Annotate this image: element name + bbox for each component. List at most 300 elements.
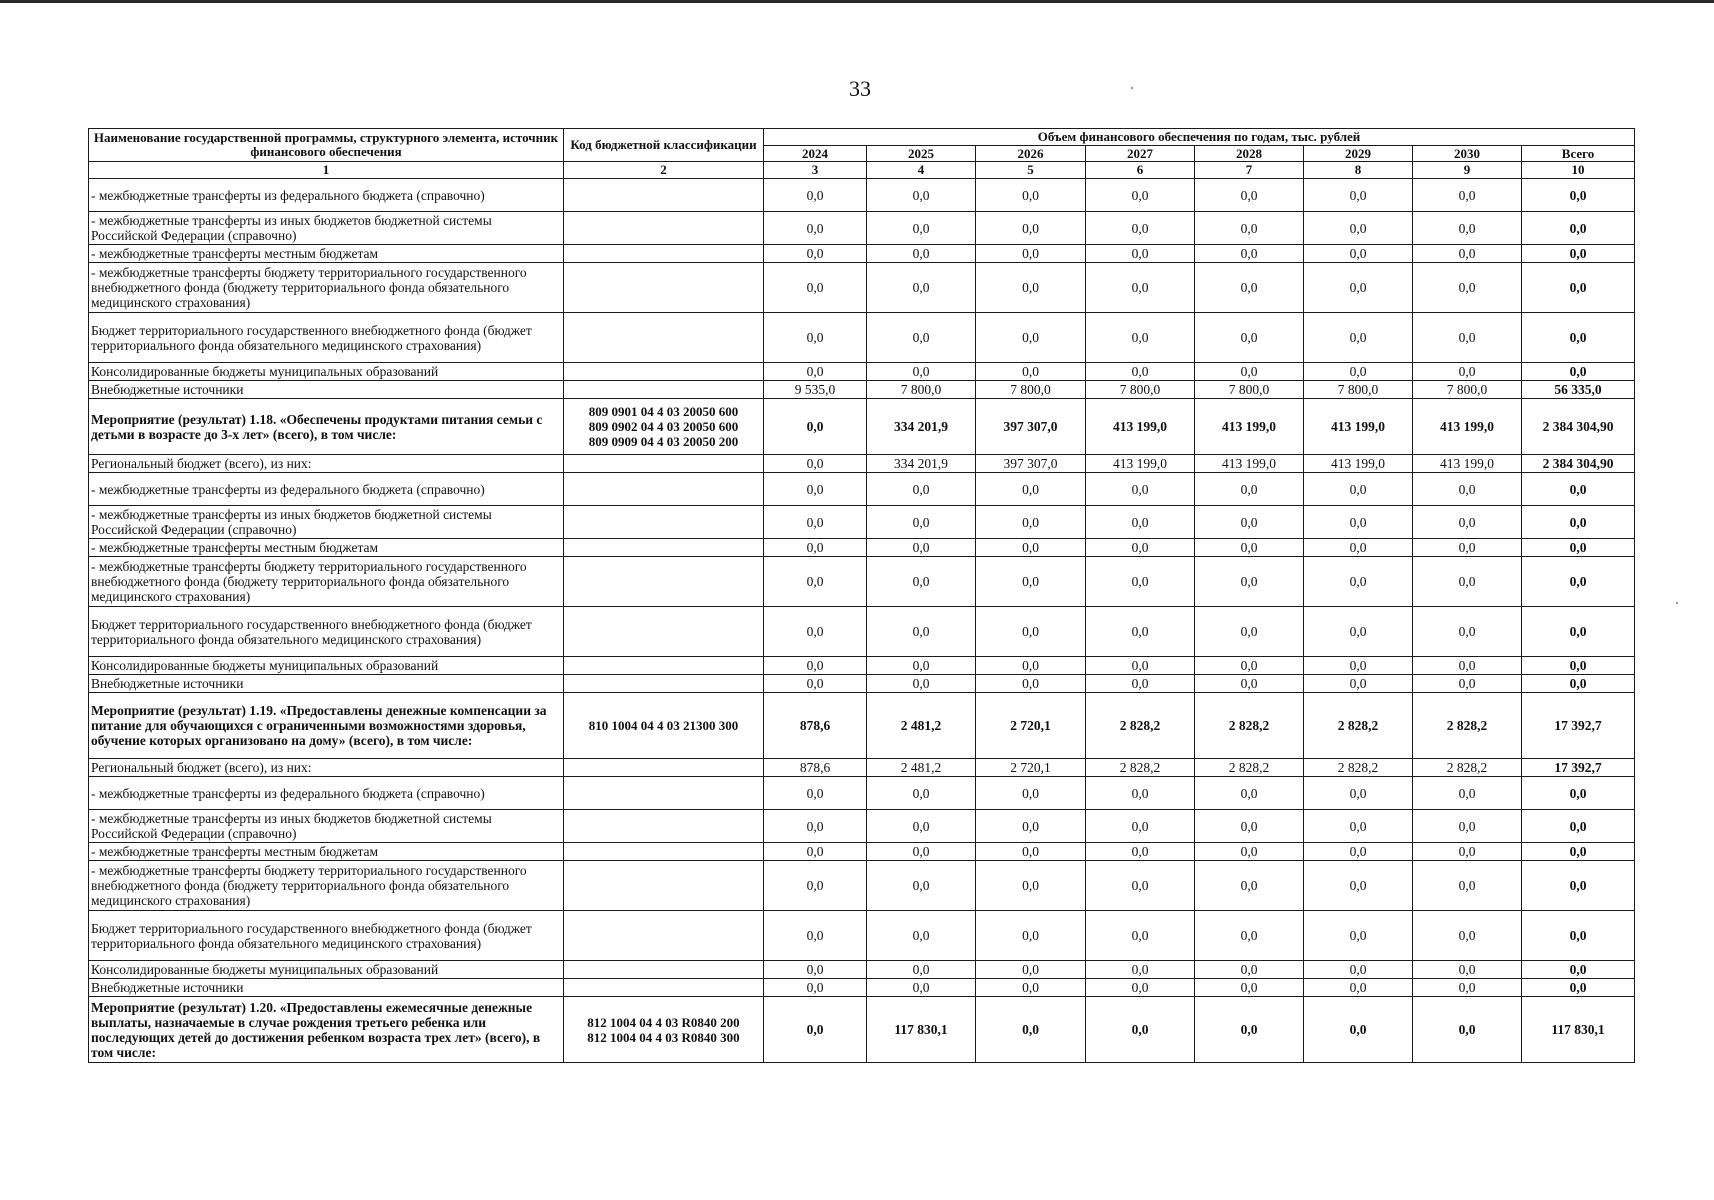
column-number: 5 [976, 162, 1086, 179]
row-total-value: 0,0 [1522, 657, 1635, 675]
row-year-value: 0,0 [764, 979, 867, 997]
row-budget-code [564, 675, 764, 693]
row-year-value: 0,0 [976, 777, 1086, 810]
row-year-value: 0,0 [976, 607, 1086, 657]
row-year-value: 2 828,2 [1413, 759, 1522, 777]
row-year-value: 0,0 [976, 179, 1086, 212]
row-year-value: 0,0 [1195, 843, 1304, 861]
row-year-value: 0,0 [1086, 557, 1195, 607]
row-year-value: 0,0 [1086, 810, 1195, 843]
table-row [89, 245, 1635, 263]
row-name: Мероприятие (результат) 1.18. «Обеспечены продуктами питания семьи с детьми в возрасте до 3-х лет» (всего), в том числе: [89, 399, 564, 455]
row-year-value: 413 199,0 [1413, 455, 1522, 473]
row-total-value: 0,0 [1522, 539, 1635, 557]
row-budget-code [564, 979, 764, 997]
row-year-value: 0,0 [867, 979, 976, 997]
row-year-value: 0,0 [1304, 263, 1413, 313]
row-name: - межбюджетные трансферты из иных бюджетов бюджетной системы Российской Федерации (справочно) [89, 506, 564, 539]
table-row [89, 911, 1635, 961]
row-year-value: 413 199,0 [1195, 455, 1304, 473]
table-row [89, 657, 1635, 675]
row-year-value: 0,0 [1195, 212, 1304, 245]
row-budget-code: 810 1004 04 4 03 21300 300 [564, 693, 764, 759]
row-year-value: 0,0 [1086, 675, 1195, 693]
row-year-value: 2 481,2 [867, 759, 976, 777]
row-total-value: 0,0 [1522, 263, 1635, 313]
table-row [89, 843, 1635, 861]
column-number: 8 [1304, 162, 1413, 179]
row-total-value: 0,0 [1522, 979, 1635, 997]
row-year-value: 0,0 [1086, 179, 1195, 212]
row-total-value: 17 392,7 [1522, 693, 1635, 759]
row-name: - межбюджетные трансферты местным бюджетам [89, 245, 564, 263]
row-year-value: 0,0 [1304, 313, 1413, 363]
table-row [89, 607, 1635, 657]
row-year-value: 0,0 [1304, 473, 1413, 506]
row-year-value: 2 828,2 [1086, 759, 1195, 777]
table-row [89, 179, 1635, 212]
row-year-value: 0,0 [976, 961, 1086, 979]
table-row [89, 313, 1635, 363]
row-year-value: 0,0 [1304, 843, 1413, 861]
row-year-value: 413 199,0 [1304, 399, 1413, 455]
row-year-value: 0,0 [1086, 363, 1195, 381]
column-number: 1 [89, 162, 564, 179]
row-year-value: 0,0 [976, 539, 1086, 557]
row-year-value: 0,0 [976, 843, 1086, 861]
row-year-value: 0,0 [1304, 861, 1413, 911]
row-year-value: 0,0 [764, 777, 867, 810]
scan-top-border [0, 0, 1714, 3]
row-name: Мероприятие (результат) 1.20. «Предоставлены ежемесячные денежные выплаты, назначаемые в случае рождения третьего ребенка или последующих детей до достижения ребенком возраста трех лет» (всего), в том числе: [89, 997, 564, 1063]
table-row [89, 759, 1635, 777]
row-year-value: 0,0 [1195, 675, 1304, 693]
row-name: - межбюджетные трансферты бюджету территориального государственного внебюджетного фонда (бюджету территориального фонда обязательного медицинского страхования) [89, 861, 564, 911]
row-year-value: 0,0 [1195, 979, 1304, 997]
row-total-value: 2 384 304,90 [1522, 455, 1635, 473]
row-year-value: 0,0 [764, 861, 867, 911]
row-year-value: 0,0 [1195, 557, 1304, 607]
row-year-value: 0,0 [867, 675, 976, 693]
row-year-value: 0,0 [764, 179, 867, 212]
row-year-value: 0,0 [976, 245, 1086, 263]
header-volume: Объем финансового обеспечения по годам, тыс. рублей [764, 129, 1635, 146]
scan-artifact-dot [1131, 87, 1133, 89]
header-total: Всего [1522, 146, 1635, 162]
row-year-value: 0,0 [1304, 212, 1413, 245]
row-year-value: 0,0 [1086, 777, 1195, 810]
row-year-value: 0,0 [1086, 961, 1195, 979]
row-year-value: 0,0 [867, 473, 976, 506]
row-year-value: 0,0 [976, 506, 1086, 539]
header-year: 2028 [1195, 146, 1304, 162]
row-year-value: 0,0 [976, 979, 1086, 997]
row-total-value: 0,0 [1522, 861, 1635, 911]
row-year-value: 7 800,0 [1413, 381, 1522, 399]
header-year: 2026 [976, 146, 1086, 162]
row-budget-code [564, 961, 764, 979]
table-row [89, 506, 1635, 539]
row-year-value: 0,0 [1195, 313, 1304, 363]
row-year-value: 0,0 [1413, 607, 1522, 657]
row-year-value: 0,0 [1413, 212, 1522, 245]
row-year-value: 0,0 [1413, 179, 1522, 212]
row-year-value: 0,0 [1086, 861, 1195, 911]
table-row [89, 979, 1635, 997]
row-year-value: 0,0 [1304, 607, 1413, 657]
row-budget-code [564, 777, 764, 810]
row-budget-code [564, 363, 764, 381]
row-year-value: 0,0 [764, 675, 867, 693]
header-year: 2029 [1304, 146, 1413, 162]
row-year-value: 0,0 [764, 607, 867, 657]
table-row [89, 861, 1635, 911]
row-year-value: 0,0 [764, 911, 867, 961]
row-budget-code [564, 506, 764, 539]
column-number: 7 [1195, 162, 1304, 179]
row-year-value: 0,0 [1195, 263, 1304, 313]
row-year-value: 0,0 [1195, 997, 1304, 1063]
row-year-value: 0,0 [764, 506, 867, 539]
row-name: Консолидированные бюджеты муниципальных образований [89, 363, 564, 381]
row-year-value: 0,0 [1304, 657, 1413, 675]
row-total-value: 0,0 [1522, 313, 1635, 363]
row-total-value: 0,0 [1522, 363, 1635, 381]
row-year-value: 0,0 [1304, 506, 1413, 539]
row-name: - межбюджетные трансферты из федерального бюджета (справочно) [89, 473, 564, 506]
table-row [89, 539, 1635, 557]
row-year-value: 0,0 [1195, 911, 1304, 961]
column-number: 10 [1522, 162, 1635, 179]
row-name: - межбюджетные трансферты бюджету территориального государственного внебюджетного фонда (бюджету территориального фонда обязательного медицинского страхования) [89, 557, 564, 607]
table-row [89, 399, 1635, 455]
row-budget-code [564, 657, 764, 675]
row-budget-code [564, 557, 764, 607]
row-year-value: 0,0 [976, 363, 1086, 381]
row-year-value: 413 199,0 [1086, 399, 1195, 455]
row-total-value: 0,0 [1522, 777, 1635, 810]
scan-artifact-dot [1676, 602, 1678, 604]
row-year-value: 0,0 [976, 263, 1086, 313]
row-name: Консолидированные бюджеты муниципальных образований [89, 961, 564, 979]
row-year-value: 0,0 [1413, 843, 1522, 861]
row-year-value: 0,0 [1195, 179, 1304, 212]
table-row [89, 675, 1635, 693]
row-total-value: 0,0 [1522, 245, 1635, 263]
row-year-value: 0,0 [764, 810, 867, 843]
row-budget-code: 812 1004 04 4 03 R0840 200 812 1004 04 4 03 R0840 300 [564, 997, 764, 1063]
row-budget-code [564, 843, 764, 861]
row-year-value: 2 720,1 [976, 759, 1086, 777]
row-name: - межбюджетные трансферты из иных бюджетов бюджетной системы Российской Федерации (справочно) [89, 212, 564, 245]
row-year-value: 0,0 [976, 911, 1086, 961]
row-year-value: 0,0 [1304, 961, 1413, 979]
row-year-value: 2 828,2 [1304, 759, 1413, 777]
row-budget-code [564, 455, 764, 473]
row-year-value: 0,0 [1195, 961, 1304, 979]
row-year-value: 0,0 [764, 843, 867, 861]
row-year-value: 117 830,1 [867, 997, 976, 1063]
row-budget-code: 809 0901 04 4 03 20050 600 809 0902 04 4 03 20050 600 809 0909 04 4 03 20050 200 [564, 399, 764, 455]
row-budget-code [564, 212, 764, 245]
row-name: - межбюджетные трансферты местным бюджетам [89, 539, 564, 557]
header-name: Наименование государственной программы, структурного элемента, источник финансового обеспечения [89, 129, 564, 162]
row-year-value: 0,0 [867, 911, 976, 961]
row-name: Мероприятие (результат) 1.19. «Предоставлены денежные компенсации за питание для обучающихся с ограниченными возможностями здоровья, обучение которых организовано на дому» (всего), в том числе: [89, 693, 564, 759]
header-year: 2030 [1413, 146, 1522, 162]
row-year-value: 0,0 [976, 212, 1086, 245]
row-year-value: 0,0 [867, 810, 976, 843]
row-year-value: 0,0 [1086, 263, 1195, 313]
table-row [89, 810, 1635, 843]
row-year-value: 0,0 [1413, 363, 1522, 381]
row-year-value: 7 800,0 [1195, 381, 1304, 399]
row-total-value: 0,0 [1522, 810, 1635, 843]
row-budget-code [564, 381, 764, 399]
column-number: 3 [764, 162, 867, 179]
row-name: - межбюджетные трансферты из федерального бюджета (справочно) [89, 179, 564, 212]
row-year-value: 0,0 [867, 557, 976, 607]
row-year-value: 0,0 [1304, 675, 1413, 693]
row-name: Внебюджетные источники [89, 675, 564, 693]
row-total-value: 17 392,7 [1522, 759, 1635, 777]
header-year: 2025 [867, 146, 976, 162]
row-year-value: 0,0 [1304, 539, 1413, 557]
row-year-value: 334 201,9 [867, 455, 976, 473]
row-year-value: 0,0 [1086, 979, 1195, 997]
column-number: 4 [867, 162, 976, 179]
row-year-value: 413 199,0 [1086, 455, 1195, 473]
table-row [89, 473, 1635, 506]
row-year-value: 0,0 [1413, 506, 1522, 539]
row-year-value: 0,0 [867, 607, 976, 657]
row-year-value: 0,0 [1195, 363, 1304, 381]
row-year-value: 0,0 [867, 539, 976, 557]
row-budget-code [564, 539, 764, 557]
row-year-value: 413 199,0 [1195, 399, 1304, 455]
row-year-value: 0,0 [764, 473, 867, 506]
row-year-value: 0,0 [867, 843, 976, 861]
row-year-value: 0,0 [867, 861, 976, 911]
row-year-value: 0,0 [1413, 263, 1522, 313]
row-year-value: 0,0 [867, 263, 976, 313]
row-year-value: 9 535,0 [764, 381, 867, 399]
row-budget-code [564, 810, 764, 843]
row-year-value: 0,0 [1195, 607, 1304, 657]
row-year-value: 0,0 [867, 212, 976, 245]
row-year-value: 0,0 [867, 961, 976, 979]
row-budget-code [564, 473, 764, 506]
row-budget-code [564, 759, 764, 777]
row-year-value: 0,0 [1086, 473, 1195, 506]
row-year-value: 0,0 [867, 363, 976, 381]
row-year-value: 0,0 [1413, 961, 1522, 979]
row-year-value: 413 199,0 [1413, 399, 1522, 455]
row-budget-code [564, 313, 764, 363]
row-year-value: 0,0 [867, 506, 976, 539]
row-year-value: 0,0 [1086, 843, 1195, 861]
row-year-value: 0,0 [1413, 557, 1522, 607]
row-year-value: 2 828,2 [1195, 693, 1304, 759]
row-budget-code [564, 861, 764, 911]
row-year-value: 0,0 [764, 557, 867, 607]
table-row [89, 777, 1635, 810]
row-year-value: 0,0 [1086, 607, 1195, 657]
row-year-value: 2 828,2 [1304, 693, 1413, 759]
column-number: 9 [1413, 162, 1522, 179]
row-year-value: 0,0 [1086, 506, 1195, 539]
row-year-value: 0,0 [764, 997, 867, 1063]
row-year-value: 0,0 [1195, 657, 1304, 675]
table-row [89, 997, 1635, 1063]
header-year: 2024 [764, 146, 867, 162]
row-year-value: 0,0 [764, 961, 867, 979]
row-name: Бюджет территориального государственного внебюджетного фонда (бюджет территориального фонда обязательного медицинского страхования) [89, 607, 564, 657]
row-year-value: 0,0 [1304, 911, 1413, 961]
column-number: 2 [564, 162, 764, 179]
row-year-value: 334 201,9 [867, 399, 976, 455]
row-budget-code [564, 911, 764, 961]
row-name: Бюджет территориального государственного внебюджетного фонда (бюджет территориального фонда обязательного медицинского страхования) [89, 911, 564, 961]
row-year-value: 0,0 [1304, 810, 1413, 843]
row-total-value: 117 830,1 [1522, 997, 1635, 1063]
row-budget-code [564, 263, 764, 313]
row-year-value: 0,0 [1304, 777, 1413, 810]
row-year-value: 0,0 [1413, 810, 1522, 843]
row-year-value: 2 828,2 [1195, 759, 1304, 777]
row-total-value: 0,0 [1522, 179, 1635, 212]
row-total-value: 2 384 304,90 [1522, 399, 1635, 455]
header-code: Код бюджетной классификации [564, 129, 764, 162]
row-year-value: 0,0 [1195, 539, 1304, 557]
row-total-value: 56 335,0 [1522, 381, 1635, 399]
row-year-value: 0,0 [1195, 861, 1304, 911]
row-name: Региональный бюджет (всего), из них: [89, 759, 564, 777]
row-total-value: 0,0 [1522, 557, 1635, 607]
table-row [89, 961, 1635, 979]
table-row [89, 363, 1635, 381]
row-year-value: 0,0 [764, 539, 867, 557]
row-name: Внебюджетные источники [89, 979, 564, 997]
row-total-value: 0,0 [1522, 607, 1635, 657]
row-year-value: 0,0 [976, 861, 1086, 911]
row-year-value: 0,0 [764, 455, 867, 473]
row-year-value: 0,0 [867, 777, 976, 810]
row-year-value: 0,0 [764, 263, 867, 313]
row-name: - межбюджетные трансферты из федерального бюджета (справочно) [89, 777, 564, 810]
row-year-value: 2 828,2 [1086, 693, 1195, 759]
row-year-value: 0,0 [1413, 997, 1522, 1063]
row-year-value: 0,0 [976, 473, 1086, 506]
row-year-value: 0,0 [1413, 979, 1522, 997]
row-year-value: 0,0 [1086, 997, 1195, 1063]
row-name: Консолидированные бюджеты муниципальных образований [89, 657, 564, 675]
row-year-value: 0,0 [1304, 179, 1413, 212]
table-row [89, 693, 1635, 759]
row-year-value: 0,0 [1304, 979, 1413, 997]
row-year-value: 0,0 [1086, 212, 1195, 245]
row-year-value: 0,0 [867, 245, 976, 263]
row-year-value: 0,0 [1413, 675, 1522, 693]
row-year-value: 2 828,2 [1413, 693, 1522, 759]
row-budget-code [564, 179, 764, 212]
financing-table [88, 128, 1635, 1063]
row-year-value: 0,0 [1086, 539, 1195, 557]
row-name: Региональный бюджет (всего), из них: [89, 455, 564, 473]
row-year-value: 0,0 [764, 363, 867, 381]
row-year-value: 0,0 [764, 399, 867, 455]
row-name: - межбюджетные трансферты бюджету территориального государственного внебюджетного фонда (бюджету территориального фонда обязательного медицинского страхования) [89, 263, 564, 313]
row-year-value: 2 720,1 [976, 693, 1086, 759]
row-year-value: 0,0 [976, 675, 1086, 693]
row-year-value: 878,6 [764, 693, 867, 759]
row-budget-code [564, 245, 764, 263]
page-number: 33 [849, 76, 871, 101]
table-row [89, 263, 1635, 313]
row-year-value: 7 800,0 [867, 381, 976, 399]
row-total-value: 0,0 [1522, 843, 1635, 861]
row-year-value: 0,0 [976, 657, 1086, 675]
row-year-value: 0,0 [1195, 777, 1304, 810]
row-year-value: 0,0 [1195, 473, 1304, 506]
row-year-value: 2 481,2 [867, 693, 976, 759]
row-year-value: 0,0 [1413, 313, 1522, 363]
row-year-value: 0,0 [1304, 363, 1413, 381]
row-name: Внебюджетные источники [89, 381, 564, 399]
row-year-value: 0,0 [1086, 657, 1195, 675]
row-year-value: 0,0 [1413, 777, 1522, 810]
row-name: Бюджет территориального государственного внебюджетного фонда (бюджет территориального фонда обязательного медицинского страхования) [89, 313, 564, 363]
row-year-value: 0,0 [1195, 245, 1304, 263]
row-year-value: 0,0 [1413, 861, 1522, 911]
row-year-value: 0,0 [1413, 911, 1522, 961]
row-year-value: 0,0 [1413, 657, 1522, 675]
row-name: - межбюджетные трансферты из иных бюджетов бюджетной системы Российской Федерации (справочно) [89, 810, 564, 843]
row-total-value: 0,0 [1522, 911, 1635, 961]
row-year-value: 0,0 [1304, 997, 1413, 1063]
row-year-value: 7 800,0 [1304, 381, 1413, 399]
row-year-value: 397 307,0 [976, 399, 1086, 455]
row-year-value: 0,0 [976, 313, 1086, 363]
row-year-value: 0,0 [867, 179, 976, 212]
table-row [89, 455, 1635, 473]
header-year: 2027 [1086, 146, 1195, 162]
row-year-value: 0,0 [764, 313, 867, 363]
row-year-value: 0,0 [1195, 810, 1304, 843]
row-year-value: 0,0 [1086, 911, 1195, 961]
row-year-value: 7 800,0 [976, 381, 1086, 399]
table-row [89, 557, 1635, 607]
row-year-value: 0,0 [976, 557, 1086, 607]
row-total-value: 0,0 [1522, 473, 1635, 506]
row-year-value: 0,0 [1304, 245, 1413, 263]
row-year-value: 0,0 [1304, 557, 1413, 607]
row-year-value: 0,0 [764, 245, 867, 263]
row-total-value: 0,0 [1522, 506, 1635, 539]
row-year-value: 0,0 [764, 657, 867, 675]
row-year-value: 0,0 [976, 810, 1086, 843]
row-total-value: 0,0 [1522, 212, 1635, 245]
row-year-value: 0,0 [764, 212, 867, 245]
row-year-value: 0,0 [1195, 506, 1304, 539]
row-year-value: 0,0 [976, 997, 1086, 1063]
row-year-value: 0,0 [867, 657, 976, 675]
row-name: - межбюджетные трансферты местным бюджетам [89, 843, 564, 861]
row-year-value: 0,0 [1413, 539, 1522, 557]
column-number: 6 [1086, 162, 1195, 179]
row-total-value: 0,0 [1522, 675, 1635, 693]
row-year-value: 397 307,0 [976, 455, 1086, 473]
